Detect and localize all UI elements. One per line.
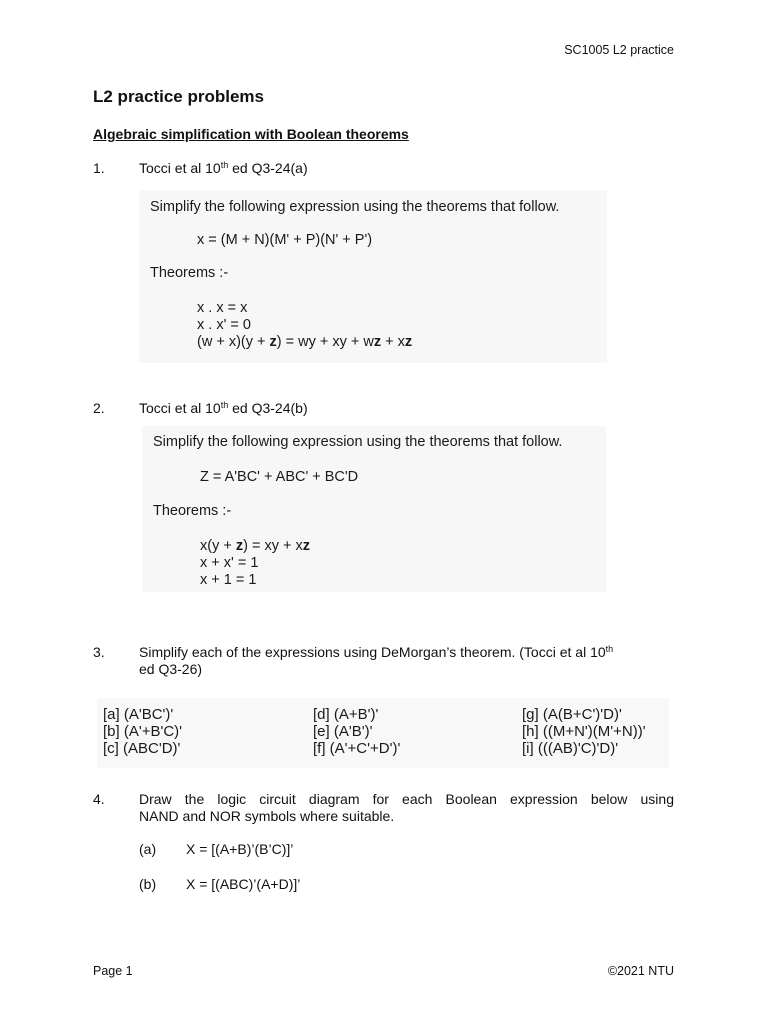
expression-item: [a] (A'BC')' bbox=[103, 706, 174, 723]
expression-item: [i] (((AB)'C)'D)' bbox=[522, 740, 619, 757]
question-4b-expression: X = [(ABC)’(A+D)]’ bbox=[186, 876, 301, 892]
question-2-number: 2. bbox=[93, 400, 105, 416]
question-3-expressions bbox=[97, 698, 669, 768]
copyright: ©2021 NTU bbox=[607, 964, 674, 978]
question-2-figure bbox=[142, 426, 606, 592]
question-2-text: Tocci et al 10th ed Q3-24(b) bbox=[139, 400, 308, 416]
expression-item: [g] (A(B+C')'D)' bbox=[522, 706, 622, 723]
q1-theorem-3: (w + x)(y + z) = wy + xy + wz + xz bbox=[197, 334, 413, 350]
question-4-text: Draw the logic circuit diagram for each Boolean expression below using NAND and NOR symbols where suitable. bbox=[139, 791, 674, 824]
page-header: SC1005 L2 practice bbox=[564, 43, 674, 57]
question-1-figure bbox=[139, 190, 607, 363]
q2-theorem-2: x + x' = 1 bbox=[200, 555, 259, 571]
q1-theorem-2: x . x' = 0 bbox=[197, 317, 251, 333]
q2-theorems-label: Theorems :- bbox=[153, 503, 232, 519]
expression-item: [e] (A'B')' bbox=[313, 723, 373, 740]
question-4b-label: (b) bbox=[139, 876, 157, 892]
expression-item: [f] (A'+C'+D')' bbox=[313, 740, 401, 757]
question-4a-label: (a) bbox=[139, 841, 157, 857]
question-1-number: 1. bbox=[93, 160, 105, 176]
question-1-text: Tocci et al 10th ed Q3-24(a) bbox=[139, 160, 308, 176]
q2-expression: Z = A'BC' + ABC' + BC'D bbox=[200, 469, 359, 485]
q1-theorems-label: Theorems :- bbox=[150, 265, 229, 281]
q1-instruction: Simplify the following expression using the theorems that follow. bbox=[150, 199, 560, 215]
question-3-number: 3. bbox=[93, 644, 105, 660]
question-3-text: Simplify each of the expressions using DeMorgan’s theorem. (Tocci et al 10th ed Q3-26) bbox=[139, 644, 614, 677]
expression-item: [b] (A'+B'C)' bbox=[103, 723, 183, 740]
question-4-number: 4. bbox=[93, 791, 105, 807]
q2-instruction: Simplify the following expression using the theorems that follow. bbox=[153, 434, 563, 450]
expression-item: [d] (A+B')' bbox=[313, 706, 379, 723]
page-number: Page 1 bbox=[93, 964, 133, 978]
q2-theorem-1: x(y + z) = xy + xz bbox=[200, 538, 310, 554]
expression-item: [h] ((M+N')(M'+N))' bbox=[522, 723, 646, 740]
document-title: L2 practice problems bbox=[93, 87, 265, 106]
q1-expression: x = (M + N)(M' + P)(N' + P') bbox=[197, 232, 373, 248]
expression-item: [c] (ABC'D)' bbox=[103, 740, 181, 757]
question-4a-expression: X = [(A+B)’(B’C)]’ bbox=[186, 841, 294, 857]
q2-theorem-3: x + 1 = 1 bbox=[200, 572, 257, 588]
section-title: Algebraic simplification with Boolean theorems bbox=[93, 126, 409, 142]
q1-theorem-1: x . x = x bbox=[197, 300, 248, 316]
